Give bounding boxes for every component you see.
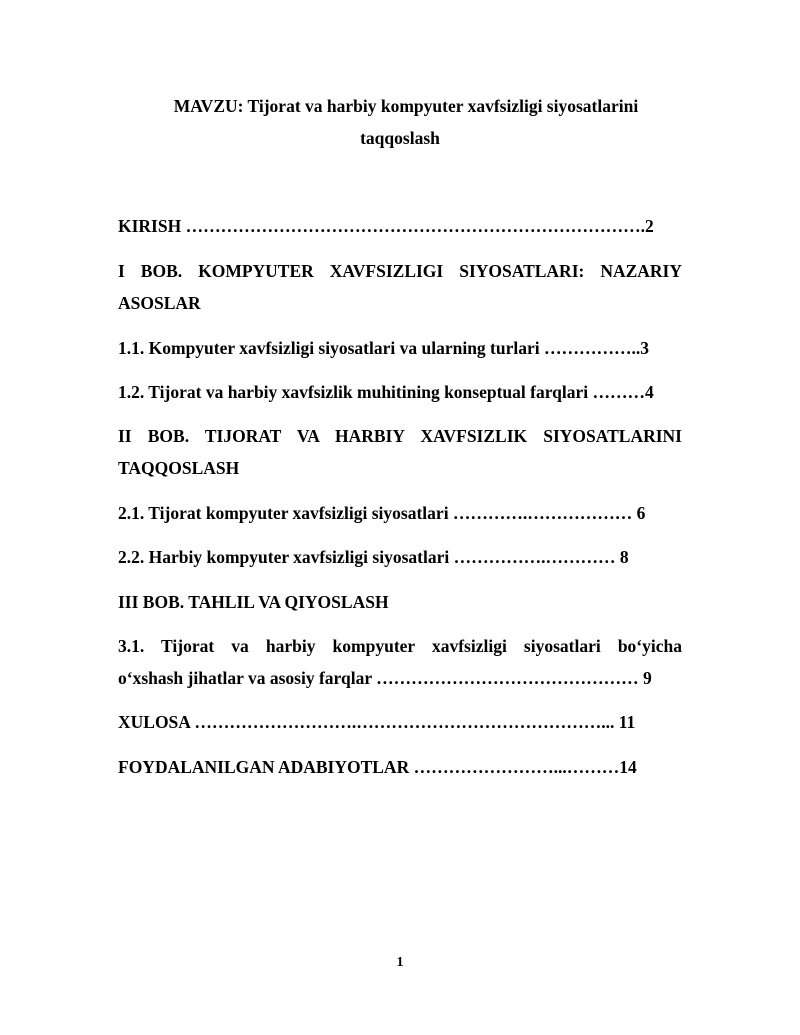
toc-entry-bob-1	[118, 261, 682, 313]
document-title-line-2: taqqoslash	[360, 128, 440, 148]
toc-entry-bob-1-line-2: ASOSLAR	[118, 293, 201, 313]
toc-entry-bob-1-line-1: I BOB. KOMPYUTER XAVFSIZLIGI SIYOSATLARI: NAZARIY	[118, 261, 682, 281]
toc-entry-adabiyotlar: FOYDALANILGAN ADABIYOTLAR ……………………...………14	[118, 757, 637, 777]
toc-entry-section-3-1	[118, 636, 682, 688]
page-number: 1	[396, 955, 404, 970]
toc-entry-section-2-1: 2.1. Tijorat kompyuter xavfsizligi siyosatlari ………….……………… 6	[118, 503, 646, 523]
toc-entry-section-1-2: 1.2. Tijorat va harbiy xavfsizlik muhitining konseptual farqlari ………4	[118, 382, 654, 402]
toc-entry-bob-2-line-1: II BOB. TIJORAT VA HARBIY XAVFSIZLIK SIYOSATLARINI	[118, 426, 682, 446]
toc-entry-section-1-1: 1.1. Kompyuter xavfsizligi siyosatlari va ularning turlari ……………..3	[118, 338, 649, 358]
toc-entry-bob-2-line-2: TAQQOSLASH	[118, 458, 240, 478]
toc-entry-section-2-2: 2.2. Harbiy kompyuter xavfsizligi siyosatlari …………….………… 8	[118, 547, 629, 567]
document-title-line-1: MAVZU: Tijorat va harbiy kompyuter xavfsizligi siyosatlarini	[173, 96, 639, 116]
toc-entry-bob-2	[118, 426, 682, 478]
toc-entry-xulosa: XULOSA ……………………….……………………………………... 11	[118, 712, 636, 732]
toc-entry-section-3-1-line-2: o‘xshash jihatlar va asosiy farqlar ……………………………………… 9	[118, 668, 652, 688]
toc-entry-kirish: KIRISH …………………………………………………………………….2	[118, 216, 654, 236]
toc-entry-section-3-1-line-1: 3.1. Tijorat va harbiy kompyuter xavfsizligi siyosatlari bo‘yicha	[118, 636, 682, 656]
toc-entry-bob-3: III BOB. TAHLIL VA QIYOSLASH	[118, 592, 389, 612]
